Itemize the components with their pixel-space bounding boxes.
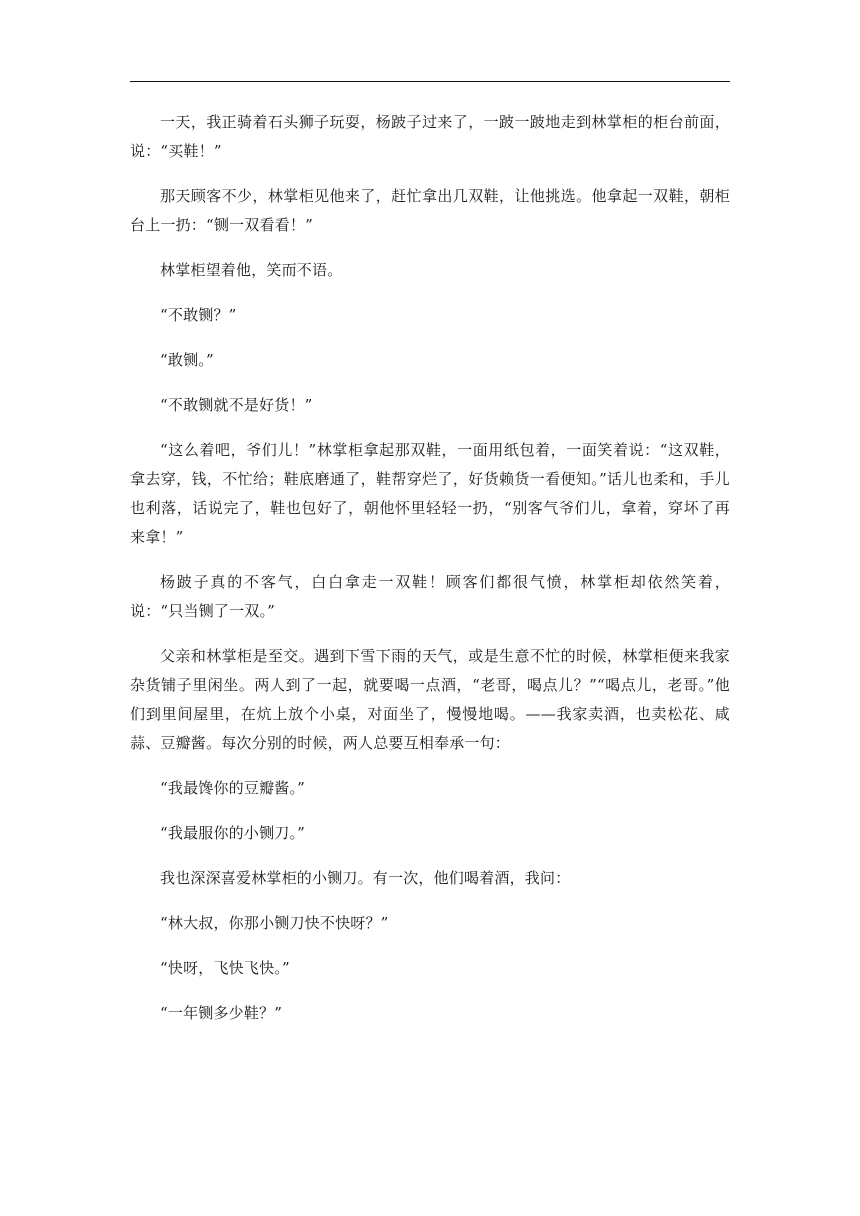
paragraph: 那天顾客不少，林掌柜见他来了，赶忙拿出几双鞋，让他挑选。他拿起一双鞋，朝柜台上一扔：“铡一双看看！” [130, 187, 730, 234]
paragraph: “一年铡多少鞋？” [160, 1004, 283, 1022]
paragraph: 一天，我正骑着石头狮子玩耍，杨跛子过来了，一跛一跛地走到林掌柜的柜台前面，说：“买鞋！” [130, 113, 730, 160]
paragraph: “敢铡。” [160, 351, 214, 369]
paragraph: “林大叔，你那小铡刀快不快呀？” [160, 914, 389, 932]
paragraph: “不敢铡就不是好货！” [160, 396, 313, 414]
paragraph: 杨跛子真的不客气，白白拿走一双鞋！顾客们都很气愤，林掌柜却依然笑着，说：“只当铡了一双。” [130, 573, 730, 620]
paragraph: 林掌柜望着他，笑而不语。 [160, 261, 343, 279]
document-body [130, 108, 730, 1044]
paragraph: “不敢铡？” [160, 306, 237, 324]
paragraph: “这么着吧，爷们儿！”林掌柜拿起那双鞋，一面用纸包着，一面笑着说：“这双鞋，拿去穿，钱，不忙给；鞋底磨通了，鞋帮穿烂了，好货赖货一看便知。”话儿也柔和，手儿也利落，话说完了，鞋也包好了，朝他怀里轻轻一扔，“别客气爷们儿，拿着，穿坏了再来拿！” [130, 441, 730, 546]
header-divider [130, 81, 730, 82]
paragraph: 我也深深喜爱林掌柜的小铡刀。有一次，他们喝着酒，我问： [160, 869, 571, 887]
paragraph: “快呀，飞快飞快。” [160, 959, 290, 977]
paragraph: “我最服你的小铡刀。” [160, 824, 306, 842]
paragraph: 父亲和林掌柜是至交。遇到下雪下雨的天气，或是生意不忙的时候，林掌柜便来我家杂货铺子里闲坐。两人到了一起，就要喝一点酒，“老哥，喝点儿？”“喝点儿，老哥。”他们到里间屋里，在炕上放个小桌，对面坐了，慢慢地喝。——我家卖酒，也卖松花、咸蒜、豆瓣酱。每次分别的时候，两人总要互相奉承一句： [130, 647, 730, 752]
paragraph: “我最馋你的豆瓣酱。” [160, 779, 306, 797]
